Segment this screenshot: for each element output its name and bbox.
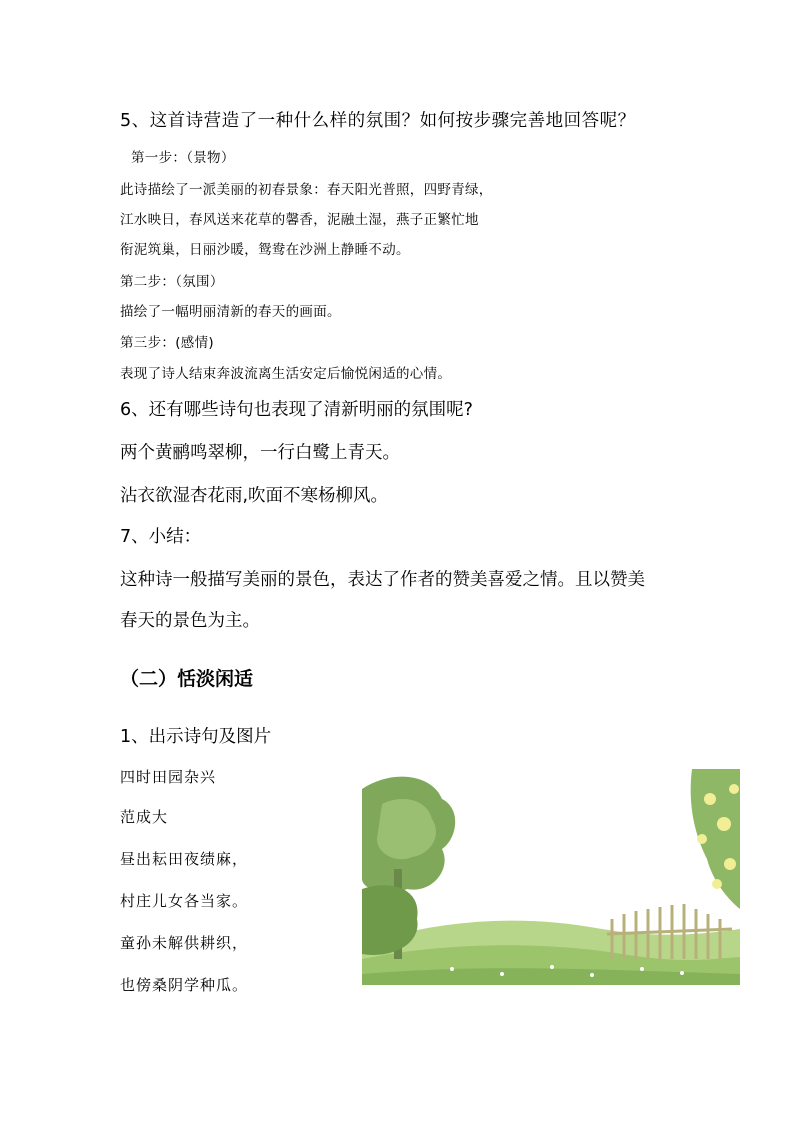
poem-line-example-1: 两个黄鹂鸣翠柳，一行白鹭上青天。 <box>120 443 400 463</box>
countryside-illustration <box>362 769 740 985</box>
step-1-label: 第一步：（景物） <box>131 150 235 166</box>
step-3-text: 表现了诗人结束奔波流离生活安定后愉悦闲适的心情。 <box>120 366 452 382</box>
summary-heading: 7、小结： <box>120 527 202 547</box>
step-2-label: 第二步：（氛围） <box>120 274 224 290</box>
step-1-line-2: 江水映日，春风送来花草的馨香，泥融土湿，燕子正繁忙地 <box>120 212 479 228</box>
question-5: 5、这首诗营造了一种什么样的氛围？如何按步骤完善地回答呢？ <box>120 111 636 131</box>
section-title: （二）恬淡闲适 <box>120 668 254 690</box>
poem-line-1: 昼出耘田夜绩麻， <box>120 850 249 868</box>
poem-line-3: 童孙未解供耕织， <box>120 934 249 952</box>
summary-line-2: 春天的景色为主。 <box>120 611 260 631</box>
step-1-line-3: 衔泥筑巢，日丽沙暖，鸳鸯在沙洲上静睡不动。 <box>120 242 410 258</box>
poem-line-4: 也傍桑阴学种瓜。 <box>120 976 249 994</box>
poem-line-example-2: 沾衣欲湿杏花雨,吹面不寒杨柳风。 <box>120 486 389 506</box>
poem-author: 范成大 <box>120 808 169 826</box>
poem-line-2: 村庄儿女各当家。 <box>120 892 249 910</box>
question-6: 6、还有哪些诗句也表现了清新明丽的氛围呢? <box>120 400 473 420</box>
item-1: 1、出示诗句及图片 <box>120 727 272 747</box>
step-3-label: 第三步：(感情) <box>120 335 214 351</box>
summary-line-1: 这种诗一般描写美丽的景色，表达了作者的赞美喜爱之情。且以赞美 <box>120 570 645 590</box>
poem-title: 四时田园杂兴 <box>120 768 217 786</box>
step-2-text: 描绘了一幅明丽清新的春天的画面。 <box>120 304 341 320</box>
countryside-illustration-svg <box>362 769 740 985</box>
step-1-line-1: 此诗描绘了一派美丽的初春景象：春天阳光普照，四野青绿， <box>120 182 493 198</box>
